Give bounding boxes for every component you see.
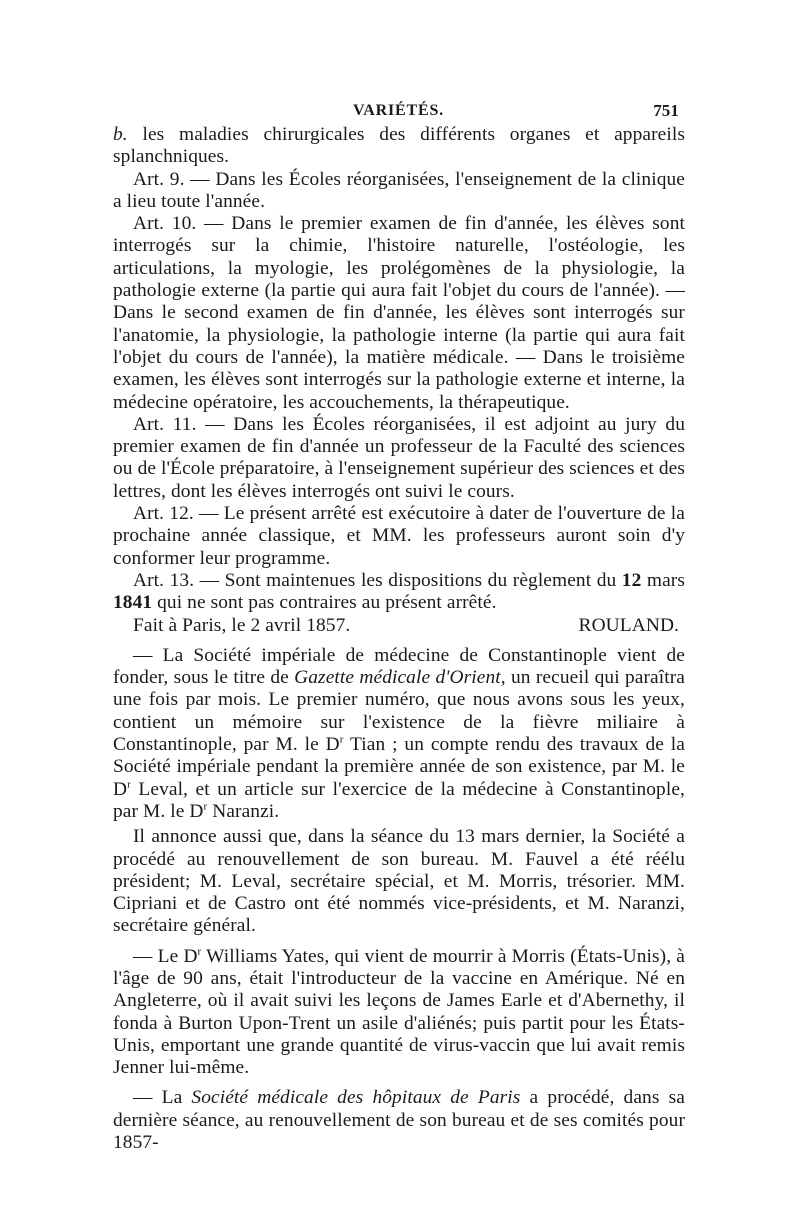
paragraph-art-9: Art. 9. — Dans les Écoles réorganisées, l'enseignement de la clinique a lieu toute l'année. xyxy=(113,168,685,212)
superscript: r xyxy=(203,800,208,813)
paragraph-societe-medicale xyxy=(113,1087,685,1154)
paragraph-text: Williams Yates, qui vient de mourrir à Morris (États-Unis), à l'âge de 90 ans, était l'introducteur de la vaccine en Amérique. Né en Angleterre, où il avait suivi les leçons de James Earle et d'Abernethy, il fonda à Burton Upon-Trent un asile d'aliénés; puis partit pour les États-Unis, emportant une grande quantité de virus-vaccin que lui avait remis Jenner lui-même. xyxy=(113,945,685,1079)
paragraph-yates xyxy=(113,946,685,1080)
paragraph-text: qui ne sont pas contraires au présent arrêté. xyxy=(152,592,497,614)
date-year: 1841 xyxy=(113,592,153,614)
paragraph-text: un recueil qui paraîtra une fois par mois. Le premier numéro, que nous avons sous les yeux, contient un mémoire sur l'existence de la fièvre miliaire à Constantinople, par M. le D xyxy=(113,667,685,756)
paragraph-text: — Le D xyxy=(133,945,198,967)
superscript: r xyxy=(197,945,202,958)
paragraph-text: a procédé, dans sa dernière séance, au renouvellement de son bureau et de ses comités pour 1857- xyxy=(113,1087,685,1154)
paragraph-gazette xyxy=(113,645,685,823)
superscript: r xyxy=(339,733,344,746)
signature-author: ROULAND. xyxy=(578,614,679,636)
running-header xyxy=(113,100,685,122)
page-number: 751 xyxy=(653,101,679,120)
paragraph-art-11: Art. 11. — Dans les Écoles réorganisées, il est adjoint au jury du premier examen de fin d'année un professeur de la Faculté des sciences ou de l'École préparatoire, à l'enseignement supérieur des sciences et des lettres, dont les élèves interrogés ont suivi le cours. xyxy=(113,413,685,502)
paragraph-bureau: Il annonce aussi que, dans la séance du 13 mars dernier, la Société a procédé au renouvellement de son bureau. M. Fauvel a été réélu président; M. Leval, secrétaire spécial, et M. Morris, trésorier. MM. Cipriani et de Castro ont été nommés vice-présidents, et M. Naranzi, secrétaire général. xyxy=(113,826,685,937)
document-page xyxy=(113,100,685,1154)
paragraph-art-12: Art. 12. — Le présent arrêté est exécutoire à dater de l'ouverture de la prochaine année classique, et MM. les professeurs auront soin d'y conformer leur programme. xyxy=(113,503,685,569)
signature-place-date: Fait à Paris, le 2 avril 1857. xyxy=(133,614,351,636)
paragraph-text: Art. 13. — Sont maintenues les dispositions du règlement du xyxy=(133,569,622,591)
paragraph-text: — La xyxy=(133,1087,192,1109)
paragraph-text: Naranzi. xyxy=(207,800,280,822)
paragraph-art-13 xyxy=(113,570,685,615)
signature-line xyxy=(113,615,685,637)
list-marker: b. xyxy=(113,124,128,145)
paragraph-list-item-b xyxy=(113,124,685,169)
journal-title: Gazette médicale d'Orient, xyxy=(294,667,506,689)
paragraph-art-10: Art. 10. — Dans le premier examen de fin d'année, les élèves sont interrogés sur la chimie, l'histoire naturelle, l'ostéologie, les articulations, la myologie, les prolégomènes de la physiologie, la pathologie externe (la partie qui aura fait l'objet du cours de l'année). — Dans le second examen de fin d'année, les élèves sont interrogés sur l'anatomie, la physiologie, la pathologie interne (la partie qui aura fait l'objet du cours de l'année), la matière médicale. — Dans le troisième examen, les élèves sont interrogés sur la pathologie externe et interne, la médecine opératoire, les accouchements, la thérapeutique. xyxy=(113,213,685,413)
date-day: 12 xyxy=(621,569,642,591)
superscript: r xyxy=(127,778,131,791)
paragraph-text: — La Société impériale de médecine de Constantinople vient de fonder, sous le titre de xyxy=(113,644,685,689)
paragraph-text: mars xyxy=(641,569,685,591)
running-title: VARIÉTÉS. xyxy=(353,102,444,119)
paragraph-text: Leval, et un article sur l'exercice de la médecine à Constantinople, par M. le D xyxy=(113,778,685,822)
society-name: Société médicale des hôpitaux de Paris xyxy=(191,1087,521,1109)
paragraph-text: les maladies chirurgicales des différents organes et appareils splanchniques. xyxy=(113,124,685,168)
paragraph-text: Tian ; un compte rendu des travaux de la Société impériale pendant la première année de son existence, par M. le D xyxy=(113,734,685,800)
